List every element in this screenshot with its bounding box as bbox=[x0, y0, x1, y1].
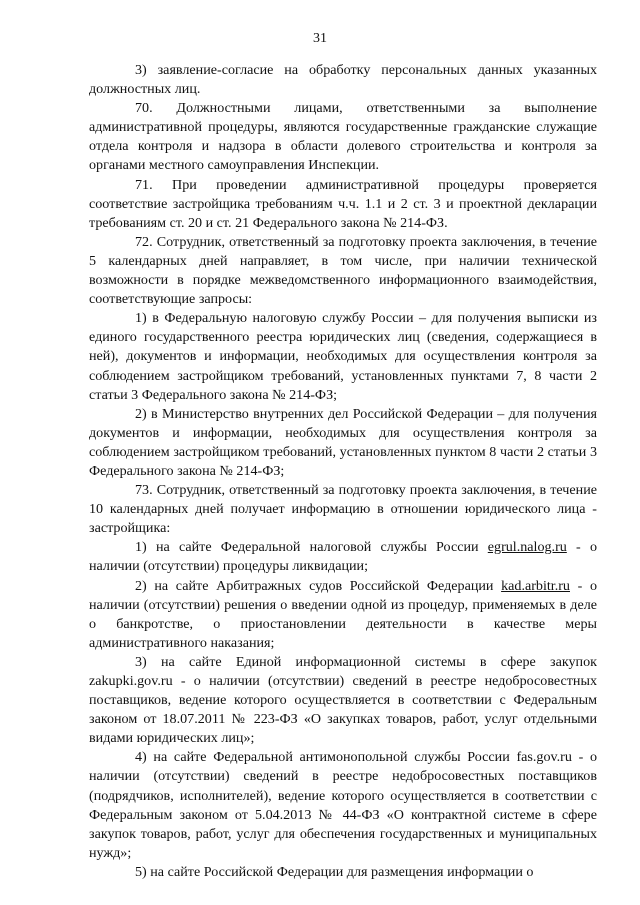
page-number: 31 bbox=[313, 31, 327, 46]
egrul-link[interactable]: egrul.nalog.ru bbox=[487, 539, 567, 556]
info-item-procurement-site: 3) на сайте Единой информационной системы в сфере закупок zakupki.gov.ru - о наличии (отсутствии) сведений в реестре недобросовестных поставщиков, ведение которого осуществляется в соответствии с Федеральным законом от 18.07.2011 № 223-ФЗ «О закупках товаров, работ, услуг отдельными видами юридических лиц»; bbox=[89, 653, 597, 747]
info-item-arbitration-site bbox=[89, 577, 597, 653]
request-item-tax-service: 1) в Федеральную налоговую службу России – для получения выписки из единого государственного реестра юридических лиц (сведения, содержащиеся в ней), документов и информации, необходимых для осуществления контроля за соблюдением застройщиком требований, установленных пунктами 7, 8 части 2 статьи 3 Федерального закона № 214-ФЗ; bbox=[89, 310, 597, 403]
info-item-text: - о наличии (отсутствии) процедуры ликвидации; bbox=[89, 539, 597, 575]
info-item-text: 2) на сайте Арбитражных судов Российской Федерации bbox=[135, 577, 502, 594]
paragraph-item-3-consent: 3) заявление-согласие на обработку персональных данных указанных должностных лиц. bbox=[89, 62, 597, 98]
document-body bbox=[89, 61, 597, 882]
paragraph-72-requests: 72. Сотрудник, ответственный за подготовку проекта заключения, в течение 5 календарных дней направляет, в том числе, при наличии технической возможности в порядке межведомственного информационного взаимодействия, соответствующие запросы: bbox=[89, 233, 597, 308]
info-item-tax-site bbox=[89, 538, 597, 576]
request-item-interior-ministry: 2) в Министерство внутренних дел Российской Федерации – для получения документов и информации, необходимых для осуществления контроля за соблюдением застройщиком требований, установленных пунктом 8 части 2 статьи 3 Федерального закона № 214-ФЗ; bbox=[89, 405, 597, 479]
info-item-text: 1) на сайте Федеральной налоговой службы России bbox=[135, 539, 488, 556]
paragraph-73-information: 73. Сотрудник, ответственный за подготовку проекта заключения, в течение 10 календарных дней получает информацию в отношении юридического лица - застройщика: bbox=[89, 482, 597, 537]
info-item-federation-site: 5) на сайте Российской Федерации для размещения информации о bbox=[135, 863, 534, 880]
paragraph-70-responsible-officials: 70. Должностными лицами, ответственными за выполнение административной процедуры, являются государственные гражданские служащие отдела контроля и надзора в области долевого строительства и контроля за органами местного самоуправления Инспекции. bbox=[89, 100, 597, 174]
paragraph-71-verification: 71. При проведении административной процедуры проверяется соответствие застройщика требованиям ч.ч. 1.1 и 2 ст. 3 и проектной декларации требованиям ст. 20 и ст. 21 Федерального закона № 214-ФЗ. bbox=[89, 176, 597, 231]
info-item-antimonopoly-site: 4) на сайте Федеральной антимонопольной службы России fas.gov.ru - о наличии (отсутствии) сведений в реестре недобросовестных поставщиков (подрядчиков, исполнителей), ведение которого осуществляется в соответствии с Федеральным законом от 5.04.2013 № 44-ФЗ «О контрактной системе в сфере закупок товаров, работ, услуг для обеспечения государственных и муниципальных нужд»; bbox=[89, 749, 597, 861]
info-item-text: - о наличии (отсутствии) решения о введении одной из процедур, применяемых в деле о банкротстве, о приостановлении деятельности в качестве меры административного наказания; bbox=[89, 577, 597, 651]
kad-arbitr-link[interactable]: kad.arbitr.ru bbox=[501, 577, 570, 594]
